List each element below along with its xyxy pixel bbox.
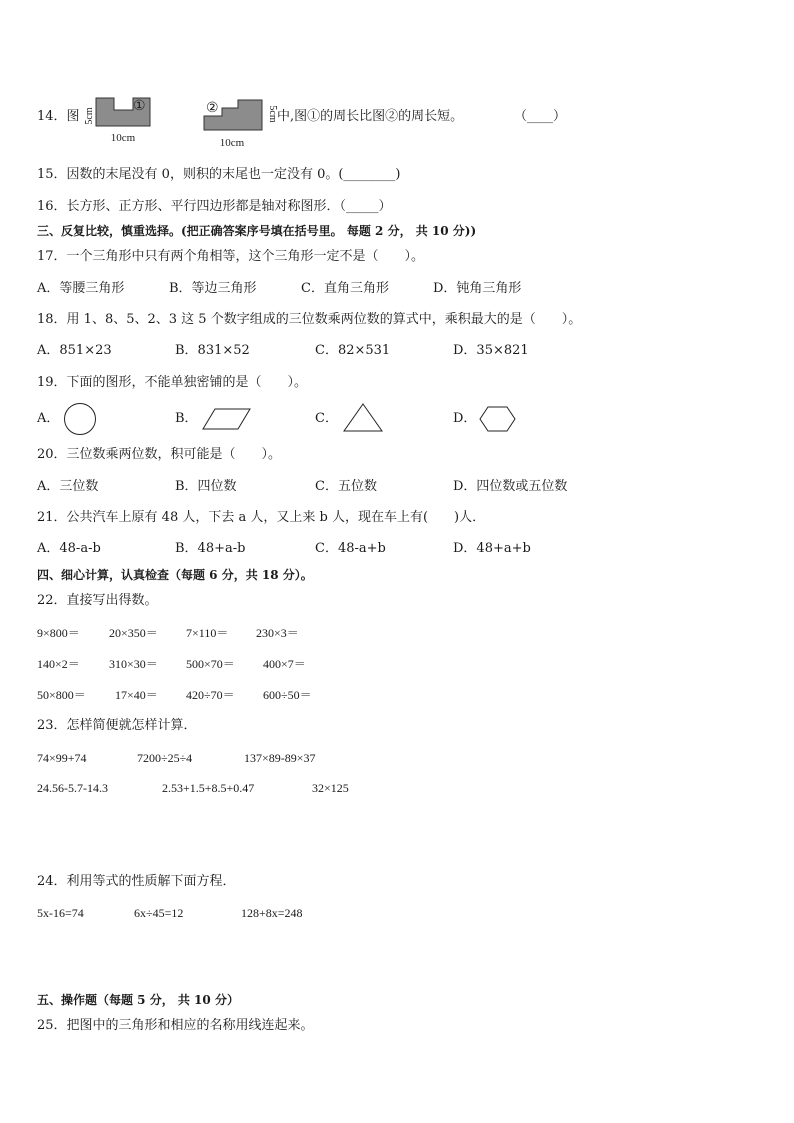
- q19-option-b: B．: [175, 411, 198, 426]
- q21-option-b: B．48+a-b: [175, 541, 246, 556]
- q19-option-d: D．: [453, 411, 477, 426]
- calc-item: 9×800＝: [37, 626, 80, 640]
- q17-option-a: A．等腰三角形: [37, 281, 125, 296]
- calc-item: 20×350＝: [109, 626, 158, 640]
- q19-stem: 19．下面的图形，不能单独密铺的是（ ）。: [37, 375, 308, 390]
- q22-stem: 22．直接写出得数。: [37, 593, 158, 608]
- calc-item: 2.53+1.5+8.5+0.47: [162, 781, 255, 795]
- calc-item: 24.56-5.7-14.3: [37, 781, 108, 795]
- calc-item: 7200÷25÷4: [137, 751, 193, 765]
- figure-1-bottom-label: 10cm: [110, 132, 136, 144]
- q20-option-c: C．五位数: [315, 479, 377, 494]
- figure-1-side-label: 5cm: [84, 107, 95, 125]
- circle-shape: [62, 401, 98, 437]
- calc-item: 137×89-89×37: [244, 751, 316, 765]
- figure-2-side-label: 5cm: [267, 105, 278, 123]
- calc-item: 600÷50＝: [263, 688, 312, 702]
- calc-item: 50×800＝: [37, 688, 86, 702]
- q17-option-c: C．直角三角形: [301, 281, 389, 296]
- q18-option-c: C．82×531: [315, 343, 391, 358]
- section-4-heading: 四、细心计算，认真检查（每题 6 分，共 18 分）。: [37, 568, 313, 582]
- q14-blank: （____）: [514, 109, 567, 124]
- q25: 25．把图中的三角形和相应的名称用线连起来。: [37, 1018, 314, 1033]
- calc-item: 32×125: [312, 781, 349, 795]
- calc-item: 74×99+74: [37, 751, 87, 765]
- calc-item: 230×3＝: [256, 626, 299, 640]
- figure-2-bottom-label: 10cm: [219, 137, 245, 149]
- section-3-heading: 三、反复比较，慎重选择。(把正确答案序号填在括号里。 每题 2 分， 共 10 分)): [37, 224, 477, 238]
- section-5-heading: 五、操作题（每题 5 分， 共 10 分）: [37, 993, 239, 1007]
- q14-text: 中,图①的周长比图②的周长短。: [277, 109, 464, 124]
- hexagon-shape: [478, 404, 518, 434]
- q21-option-c: C．48-a+b: [315, 541, 386, 556]
- q20-option-b: B．四位数: [175, 479, 237, 494]
- calc-item: 400×7＝: [263, 657, 306, 671]
- q17-option-b: B．等边三角形: [169, 281, 257, 296]
- q18-option-b: B．831×52: [175, 343, 250, 358]
- q14-figure-2: [198, 92, 282, 150]
- calc-item: 17×40＝: [115, 688, 158, 702]
- q18-stem: 18．用 1、8、5、2、3 这 5 个数字组成的三位数乘两位数的算式中，乘积最大的是（ ）。: [37, 312, 582, 327]
- calc-item: 310×30＝: [109, 657, 158, 671]
- triangle-shape: [341, 401, 385, 435]
- equation-item: 6x÷45=12: [134, 906, 184, 920]
- q20-stem: 20．三位数乘两位数，积可能是（ ）。: [37, 447, 282, 462]
- q23-stem: 23．怎样简便就怎样计算．: [37, 718, 197, 733]
- q14-label: 14．图: [37, 109, 80, 124]
- calc-item: 140×2＝: [37, 657, 80, 671]
- q24-stem: 24．利用等式的性质解下面方程．: [37, 874, 236, 889]
- q19-option-c: C．: [315, 411, 338, 426]
- q21-option-a: A．48-a-b: [37, 541, 101, 556]
- calc-item: 420÷70＝: [186, 688, 235, 702]
- q18-option-d: D．35×821: [453, 343, 529, 358]
- q14-figure-1: [80, 92, 160, 148]
- parallelogram-shape: [201, 406, 253, 432]
- q20-option-d: D．四位数或五位数: [453, 479, 568, 494]
- figure-1-number: ①: [133, 99, 146, 114]
- q21-stem: 21．公共汽车上原有 48 人，下去 a 人，又上来 b 人，现在车上有( )人．: [37, 510, 486, 525]
- q16: 16．长方形、正方形、平行四边形都是轴对称图形．（_____）: [37, 199, 392, 214]
- q17-stem: 17．一个三角形中只有两个角相等，这个三角形一定不是（ ）。: [37, 249, 425, 264]
- q18-option-a: A．851×23: [37, 343, 112, 358]
- equation-item: 128+8x=248: [241, 906, 303, 920]
- q19-option-a: A．: [37, 411, 60, 426]
- q17-option-d: D．钝角三角形: [433, 281, 522, 296]
- calc-item: 7×110＝: [186, 626, 229, 640]
- q20-option-a: A．三位数: [37, 479, 99, 494]
- equation-item: 5x-16=74: [37, 906, 84, 920]
- q15: 15．因数的末尾没有 0，则积的末尾也一定没有 0。(________): [37, 167, 401, 182]
- calc-item: 500×70＝: [186, 657, 235, 671]
- figure-2-number: ②: [206, 101, 219, 116]
- q21-option-d: D．48+a+b: [453, 541, 531, 556]
